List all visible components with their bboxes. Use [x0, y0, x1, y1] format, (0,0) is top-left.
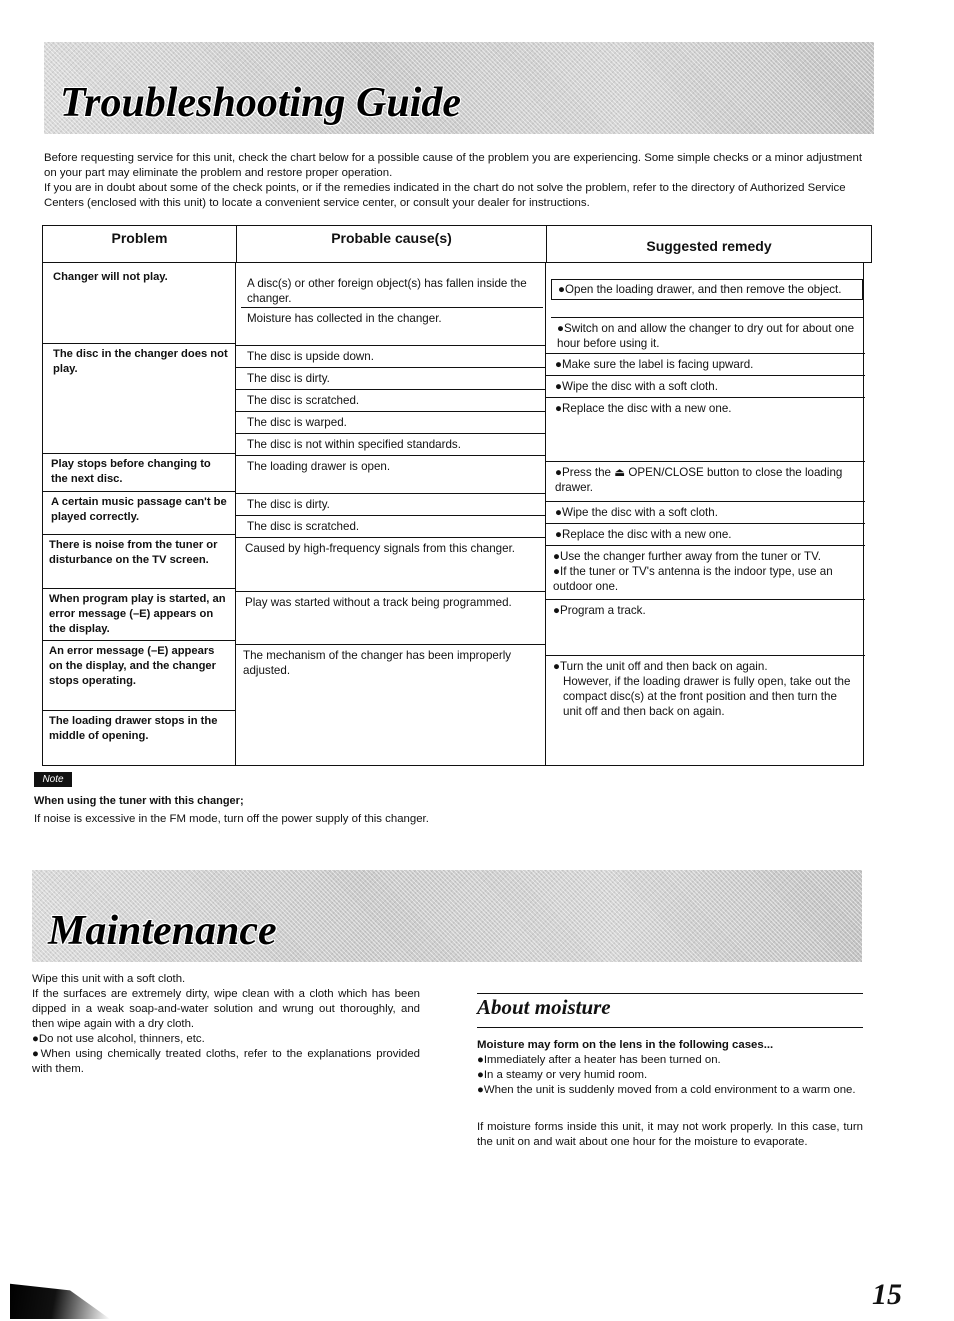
intro-paragraph-1: Before requesting service for this unit, check the chart below for a possible cause of the problem you are experiencing. Some simple checks or a minor adjustment on your part may eliminate the problem and restore proper operation.: [44, 152, 863, 179]
cause-cell: The loading drawer is open.: [235, 455, 545, 477]
remedy-cell: ●Program a track.: [545, 599, 865, 621]
remedy-cell: ●Turn the unit off and then back on again.: [545, 655, 865, 677]
cause-cell: The disc is dirty.: [235, 367, 545, 389]
cause-cell: Moisture has collected in the changer.: [241, 307, 543, 329]
maintenance-banner: [32, 870, 862, 962]
about-moisture-rule-top: [477, 993, 863, 994]
maintenance-paragraph-1: Wipe this unit with a soft cloth.: [32, 973, 186, 985]
remedy-cell: ●Press the ⏏ OPEN/CLOSE button to close the loading drawer.: [545, 461, 865, 498]
maintenance-paragraph-2: If the surfaces are extremely dirty, wipe clean with a cloth which has been dipped in a weak soap-and-water solution and wrung out thoroughly, and then wipe again with a dry cloth.: [32, 988, 420, 1030]
page-number: 15: [872, 1278, 902, 1311]
problem-cell: Play stops before changing to the next disc.: [43, 453, 235, 490]
cause-cell: The disc is not within specified standards.: [235, 433, 545, 455]
cause-cell: Caused by high-frequency signals from this changer.: [235, 537, 545, 559]
about-moisture-text: [477, 1038, 863, 1150]
cause-cell: The disc is scratched.: [235, 389, 545, 411]
cause-cell: Play was started without a track being programmed.: [235, 591, 545, 613]
problem-cell: Changer will not play.: [53, 271, 168, 283]
about-moisture-bullet-3: ●When the unit is suddenly moved from a cold environment to a warm one.: [477, 1084, 856, 1096]
remedy-cell: ●Make sure the label is facing upward.: [545, 353, 865, 375]
about-moisture-rule-bottom: [477, 1027, 863, 1028]
corner-scan-mark: [10, 1275, 110, 1319]
problem-cell: The disc in the changer does not play.: [43, 343, 235, 380]
header-remedy: Suggested remedy: [546, 225, 872, 263]
troubleshooting-banner: [44, 42, 874, 134]
troubleshooting-table: [42, 262, 864, 766]
maintenance-bullet-2: ●When using chemically treated cloths, refer to the explanations provided with them.: [32, 1048, 420, 1075]
cause-cell: The mechanism of the changer has been improperly adjusted.: [235, 644, 545, 681]
remedy-cell: ●Wipe the disc with a soft cloth.: [545, 375, 865, 397]
header-problem: Problem: [42, 225, 237, 263]
table-header: [42, 225, 872, 263]
problem-cell: An error message (–E) appears on the display, and the changer stops operating.: [43, 640, 235, 692]
remedy-cell: ●Replace the disc with a new one.: [545, 397, 865, 419]
note-heading: When using the tuner with this changer;: [34, 795, 244, 807]
about-moisture-heading: Moisture may form on the lens in the following cases...: [477, 1039, 774, 1051]
cause-cell: The disc is upside down.: [235, 345, 545, 367]
about-moisture-bullet-1: ●Immediately after a heater has been turned on.: [477, 1054, 721, 1066]
about-moisture-paragraph: If moisture forms inside this unit, it may not work properly. In this case, turn the unit on and wait about one hour for the moisture to evaporate.: [477, 1121, 863, 1148]
intro-paragraph-2: If you are in doubt about some of the check points, or if the remedies indicated in the chart do not solve the problem, refer to the directory of Authorized Service Centers (enclosed with this unit) to locate a convenient service center, or consult your dealer for instructions.: [44, 182, 846, 209]
cause-cell: The disc is dirty.: [235, 493, 545, 515]
cause-cell: A disc(s) or other foreign object(s) has fallen inside the changer.: [247, 277, 527, 305]
remedy-cell: ●Switch on and allow the changer to dry out for about one hour before using it.: [551, 317, 863, 354]
problem-cell: A certain music passage can't be played correctly.: [43, 491, 235, 528]
problem-cell: There is noise from the tuner or disturbance on the TV screen.: [43, 534, 235, 571]
troubleshooting-intro: [44, 151, 870, 211]
cause-cell: The disc is warped.: [235, 411, 545, 433]
note-text: If noise is excessive in the FM mode, turn off the power supply of this changer.: [34, 813, 429, 825]
troubleshooting-title: Troubleshooting Guide: [60, 80, 462, 126]
remedy-cell: ●Open the loading drawer, and then remove the object.: [551, 279, 863, 300]
note-badge: Note: [34, 772, 72, 787]
remedy-cell: ●If the tuner or TV's antenna is the indoor type, use an outdoor one.: [553, 565, 833, 593]
problem-cell: The loading drawer stops in the middle of opening.: [43, 710, 235, 747]
header-cause: Probable cause(s): [236, 225, 547, 263]
maintenance-title: Maintenance: [48, 908, 277, 954]
problem-cell: When program play is started, an error message (–E) appears on the display.: [43, 588, 235, 640]
remedy-cell: ●Use the changer further away from the tuner or TV.: [545, 545, 865, 567]
about-moisture-bullet-2: ●In a steamy or very humid room.: [477, 1069, 648, 1081]
about-moisture-title: About moisture: [477, 995, 611, 1019]
remedy-cell: However, if the loading drawer is fully open, take out the compact disc(s) at the front position and then turn the unit off and then back on again.: [563, 675, 851, 718]
cause-cell: The disc is scratched.: [235, 515, 545, 537]
remedy-cell: ●Wipe the disc with a soft cloth.: [545, 501, 865, 523]
maintenance-bullet-1: ●Do not use alcohol, thinners, etc.: [32, 1033, 205, 1045]
maintenance-text: [32, 972, 420, 1077]
remedy-cell: ●Replace the disc with a new one.: [545, 523, 865, 545]
